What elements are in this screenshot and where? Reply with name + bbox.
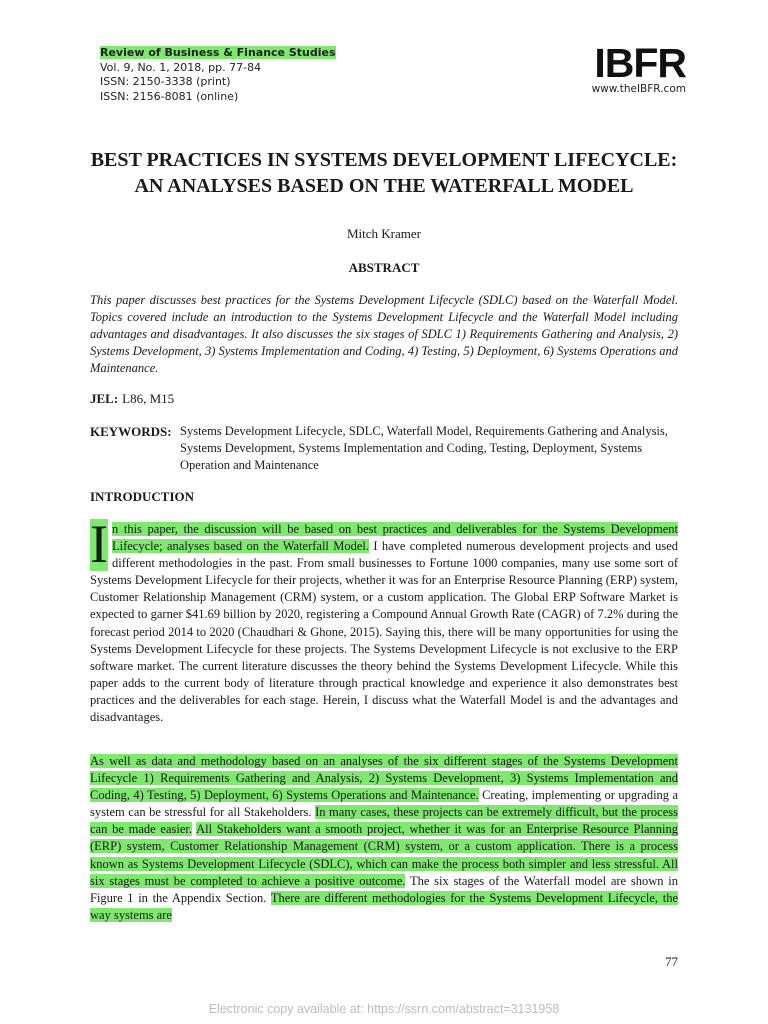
journal-issn-print: ISSN: 2150-3338 (print) — [100, 75, 231, 88]
body-text: The six stages of the Waterfall model are shown in Figure 1 in the Appendix Section. — [90, 873, 678, 905]
jel-codes — [90, 391, 174, 407]
paper-title: BEST PRACTICES IN SYSTEMS DEVELOPMENT LIFECYCLE: AN ANALYSES BASED ON THE WATERFALL MODEL — [90, 149, 678, 197]
body-text: Creating, implementing or upgrading a system can be stressful for all Stakeholders. — [90, 788, 679, 820]
abstract-heading: ABSTRACT — [348, 260, 420, 275]
highlighted-text: As well as data and methodology based on an analyses of the six different stages of the Systems Development Lifecycle 1) Requirements Gathering and Analysis, 2) Systems Development, 3) Systems Implementation and Coding, 4) Testing, 5) Deployment, 6) Systems Operations and Maintenance. — [90, 754, 678, 803]
introduction-heading: INTRODUCTION — [90, 489, 195, 504]
body-text: I have completed numerous development projects and used different methodologies in the past. From small businesses to Fortune 1000 companies, many use some sort of Systems Development Lifecycle for their projects, whether it was for an Enterprise Resource Planning (ERP) system, Customer Relationship Management (CRM) system, or a custom application. The Global ERP Software Market is expected to garner $41.69 billion by 2020, registering a Compound Annual Growth Rate (CAGR) of 7.2% during the forecast period 2014 to 2020 (Chaudhari & Ghone, 2015). Saying this, there will be many opportunities for using the Systems Development Lifecycle for these projects. The Systems Development Lifecycle is not exclusive to the ERP software market. The current literature discusses the theory behind the Systems Development Lifecycle. While this paper adds to the current body of literature through practical knowledge and experience it also demonstrates best practices and the deliverables for each stage. Herein, I discuss what the Waterfall Model is and the advantages and disadvantages. — [90, 539, 678, 725]
paper-author: Mitch Kramer — [346, 226, 421, 241]
highlighted-text: n this paper, the discussion will be based on best practices and deliverables for the Systems Development Lifecycle; analyses based on the Waterfall Model. — [111, 522, 678, 554]
jel-value: L86, M15 — [122, 391, 175, 406]
abstract-text: This paper discusses best practices for the Systems Development Lifecycle (SDLC) based on the Waterfall Model. Topics covered include an introduction to the Systems Development Lifecycle and the Waterfall Model including advantages and disadvantages. It also discusses the six stages of SDLC 1) Requirements Gathering and Analysis, 2) Systems Development, 3) Systems Implementation and Coding, 4) Testing, 5) Deployment, 6) Systems Operations and Maintenance. — [90, 293, 678, 375]
page-number: 77 — [665, 954, 678, 969]
ssrn-footer[interactable]: Electronic copy available at: https://ssrn.com/abstract=3131958 — [208, 1002, 560, 1016]
ibfr-logo: IBFR — [594, 40, 686, 86]
highlighted-text: There are different methodologies for the Systems Development Lifecycle, the way systems are — [90, 890, 678, 922]
journal-issn-online: ISSN: 2156-8081 (online) — [100, 89, 239, 103]
highlighted-text: In many cases, these projects can be extremely difficult, but the process can be made easier. — [90, 805, 679, 837]
journal-info — [100, 46, 336, 104]
jel-label: JEL: — [90, 391, 119, 406]
publisher-brand — [560, 42, 686, 95]
keywords — [90, 423, 678, 474]
journal-volume: Vol. 9, No. 1, 2018, pp. 77-84 — [100, 60, 262, 74]
introduction-paragraph-1 — [90, 514, 678, 726]
highlighted-text: All Stakeholders want a smooth project, whether it was for an Enterprise Resource Planning (ERP) system, Customer Relationship Management (CRM) system, or a custom application. There is a process known as Systems Development Lifecycle (SDLC), which can make the process both simpler and less stressful. All six stages must be completed to achieve a positive outcome. — [90, 822, 679, 888]
drop-cap: I — [90, 514, 108, 574]
keywords-text: Systems Development Lifecycle, SDLC, Waterfall Model, Requirements Gathering and Analysis, Systems Development, Systems Implementation and Coding, Testing, Deployment, Systems Operation and Maintenance — [180, 424, 668, 472]
journal-name: Review of Business & Finance Studies — [100, 46, 336, 59]
keywords-label: KEYWORDS: — [90, 424, 172, 439]
introduction-paragraph-2 — [90, 753, 678, 924]
publisher-website[interactable]: www.theIBFR.com — [591, 83, 686, 95]
